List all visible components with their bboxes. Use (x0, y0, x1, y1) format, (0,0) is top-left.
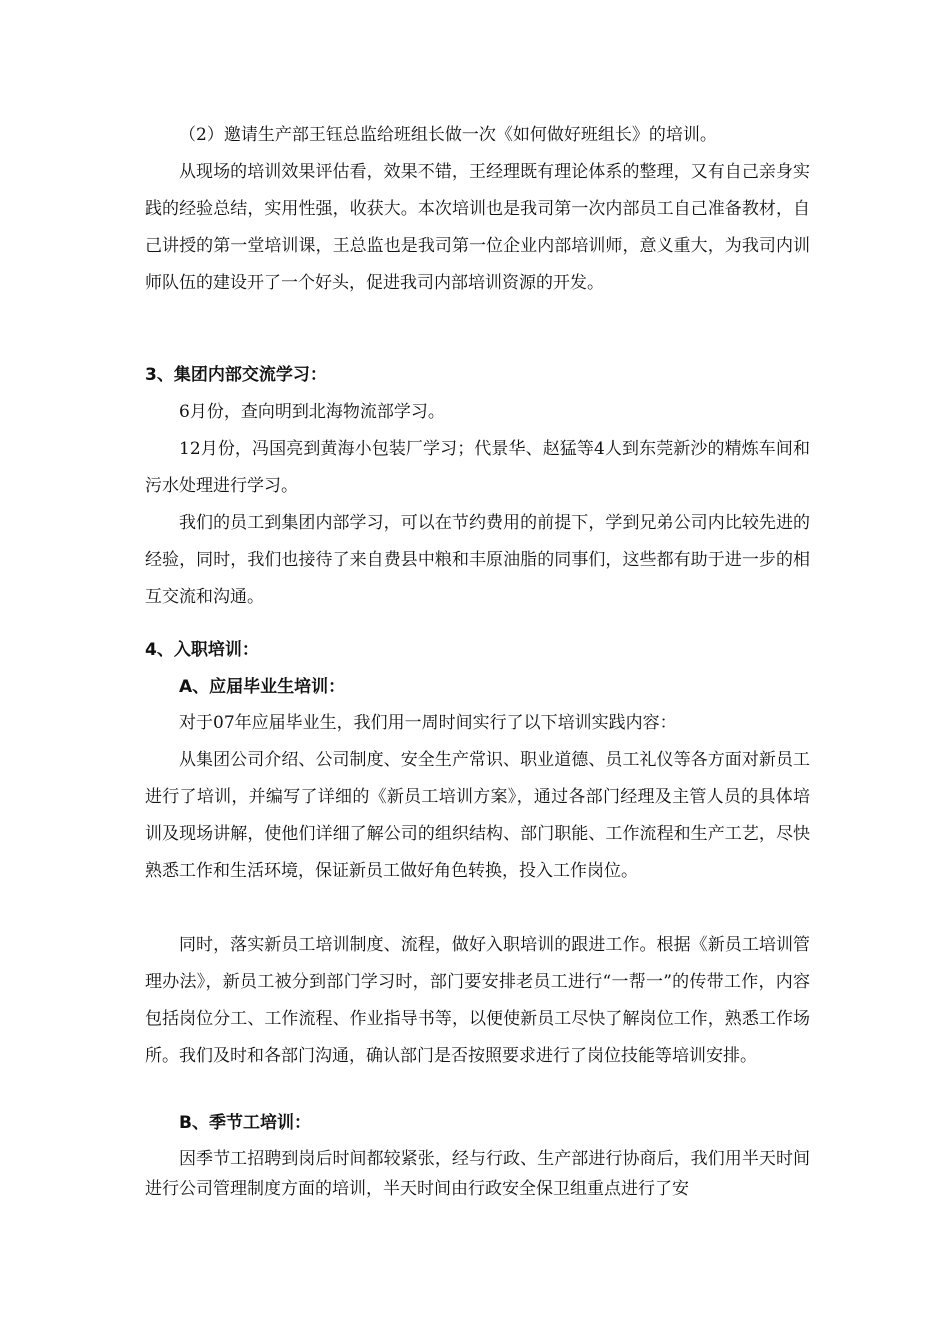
section-heading-onboarding: 4、入职培训： (145, 640, 259, 660)
subheading-graduate-training: A、应届毕业生培训： (179, 677, 346, 697)
paragraph-seasonal-workers: 因季节工招聘到岗后时间都较紧张，经与行政、生产部进行协商后，我们用半天时间进行公司管理制度方面的培训，半天时间由行政安全保卫组重点进行了安 (145, 1149, 810, 1199)
paragraph-group-learning-benefits: 我们的员工到集团内部学习，可以在节约费用的前提下，学到兄弟公司内比较先进的经验，同时，我们也接待了来自费县中粮和丰原油脂的同事们，这些都有助于进一步的相互交流和沟通。 (145, 513, 810, 607)
paragraph-graduate-week: 对于07年应届毕业生，我们用一周时间实行了以下培训实践内容： (179, 713, 677, 733)
paragraph-graduate-content: 从集团公司介绍、公司制度、安全生产常识、职业道德、员工礼仪等各方面对新员工进行了培训，并编写了详细的《新员工培训方案》，通过各部门经理及主管人员的具体培训及现场讲解，使他们详细了解公司的组织结构、部门职能、工作流程和生产工艺，尽快熟悉工作和生活环境，保证新员工做好角色转换，投入工作岗位。 (145, 750, 810, 881)
paragraph-june-study: 6月份，查向明到北海物流部学习。 (179, 402, 445, 422)
paragraph-training-evaluation: 从现场的培训效果评估看，效果不错，王经理既有理论体系的整理，又有自己亲身实践的经验总结，实用性强，收获大。本次培训也是我司第一次内部员工自己准备教材，自己讲授的第一堂培训课，王总监也是我司第一位企业内部培训师，意义重大，为我司内训师队伍的建设开了一个好头，促进我司内部培训资源的开发。 (145, 162, 810, 293)
subheading-seasonal-training: B、季节工培训： (179, 1113, 311, 1133)
section-heading-group-exchange: 3、集团内部交流学习： (145, 365, 327, 385)
paragraph-team-leader-training: （2）邀请生产部王钰总监给班组长做一次《如何做好班组长》的培训。 (179, 125, 717, 145)
paragraph-mentoring: 同时，落实新员工培训制度、流程，做好入职培训的跟进工作。根据《新员工培训管理办法》，新员工被分到部门学习时，部门要安排老员工进行“一帮一”的传带工作，内容包括岗位分工、工作流程、作业指导书等，以便使新员工尽快了解岗位工作，熟悉工作场所。我们及时和各部门沟通，确认部门是否按照要求进行了岗位技能等培训安排。 (145, 935, 810, 1066)
paragraph-december-study: 12月份，冯国亮到黄海小包装厂学习；代景华、赵猛等4人到东莞新沙的精炼车间和污水处理进行学习。 (145, 439, 810, 496)
